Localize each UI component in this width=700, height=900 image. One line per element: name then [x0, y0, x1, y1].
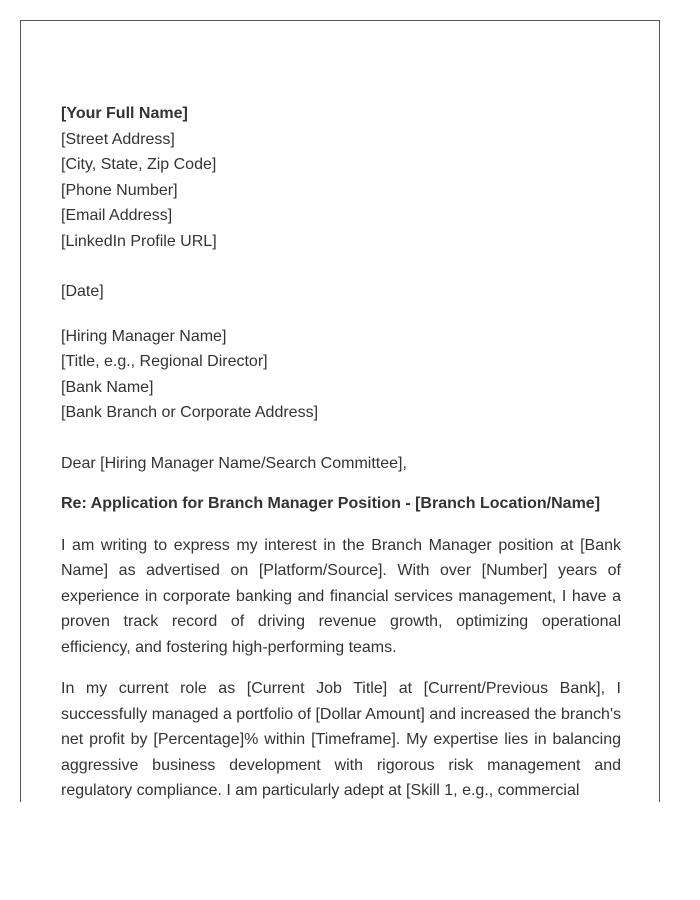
letter-content	[61, 101, 621, 802]
letter-date: [Date]	[61, 283, 104, 300]
letter-page	[20, 20, 660, 802]
body-paragraph-2: In my current role as [Current Job Title] at [Current/Previous Bank], I successfully managed a portfolio of [Dollar Amount] and increased the branch's net profit by [Percentage]% within [Timeframe]. My expertise lies in balancing aggressive business development with rigorous risk management and regulatory compliance. I am particularly adept at [Skill 1, e.g., commercial	[61, 680, 621, 799]
sender-email: [Email Address]	[61, 207, 173, 224]
sender-block	[61, 101, 621, 254]
sender-city: [City, State, Zip Code]	[61, 156, 217, 173]
recipient-bank: [Bank Name]	[61, 378, 154, 396]
sender-linkedin: [LinkedIn Profile URL]	[61, 232, 217, 250]
sender-name: [Your Full Name]	[61, 105, 188, 122]
date-block	[61, 279, 621, 305]
recipient-title: [Title, e.g., Regional Director]	[61, 353, 268, 370]
sender-phone: [Phone Number]	[61, 181, 178, 199]
body-paragraph-1: I am writing to express my interest in the Branch Manager position at [Bank Name] as advertised on [Platform/Source]. With over [Number] years of experience in corporate banking and financial services management, I have a proven track record of driving revenue growth, optimizing operational efficiency, and fostering high-performing teams.	[61, 536, 621, 656]
sender-street: [Street Address]	[61, 130, 175, 148]
recipient-block	[61, 324, 621, 426]
recipient-name: [Hiring Manager Name]	[61, 327, 227, 345]
recipient-address: [Bank Branch or Corporate Address]	[61, 404, 319, 421]
salutation: Dear [Hiring Manager Name/Search Committee],	[61, 454, 407, 472]
subject-line: Re: Application for Branch Manager Position - [Branch Location/Name]	[61, 495, 601, 512]
